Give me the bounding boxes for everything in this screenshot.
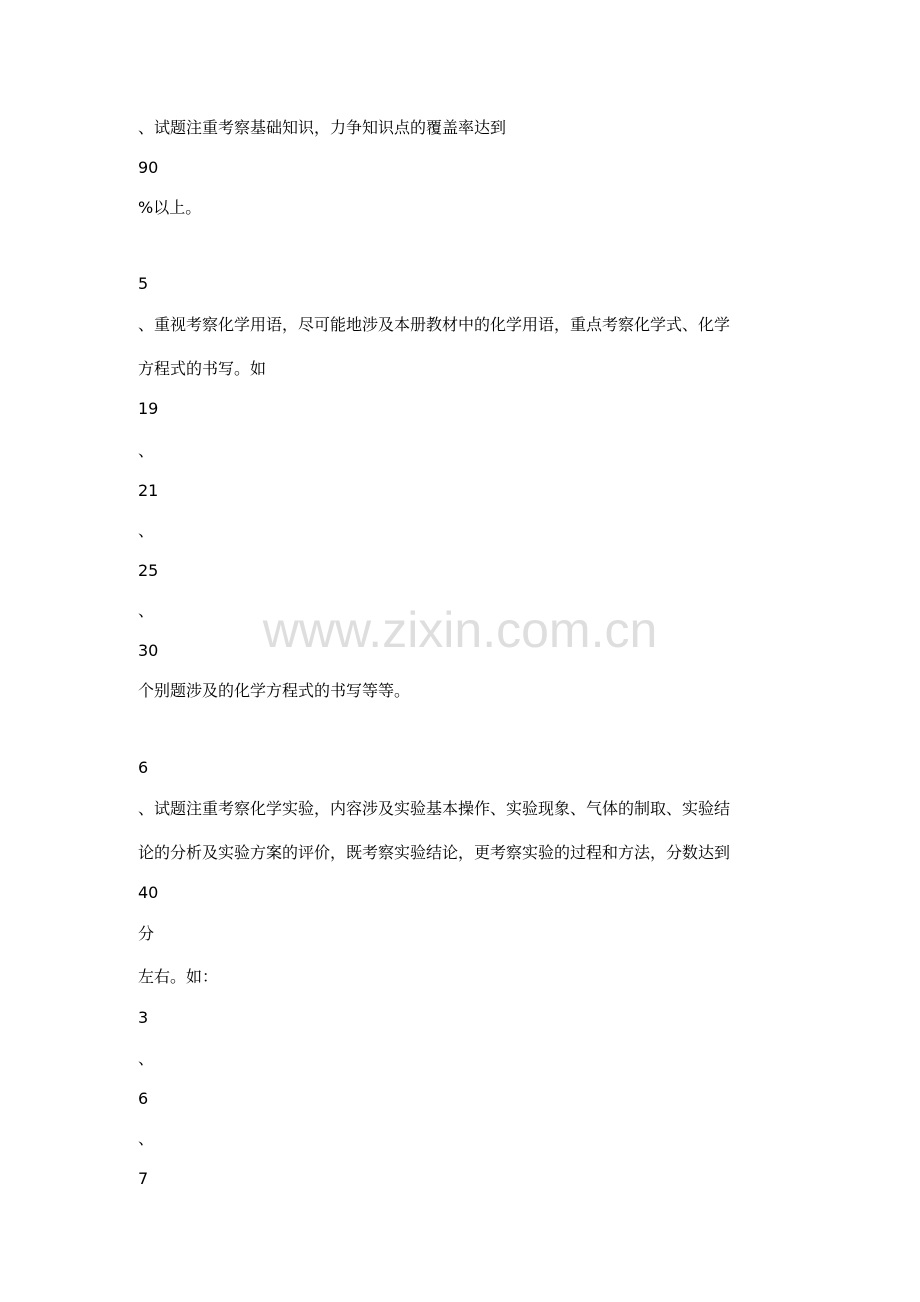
text-line: 、 <box>138 521 155 540</box>
text-line: 个别题涉及的化学方程式的书写等等。 <box>138 681 411 700</box>
text-line: 7 <box>138 1169 149 1188</box>
text-line: 论的分析及实验方案的评价，既考察实验结论，更考察实验的过程和方法，分数达到 <box>138 843 731 862</box>
text-line: 25 <box>138 561 159 580</box>
text-line: 方程式的书写。如 <box>138 359 267 378</box>
text-line: 21 <box>138 481 159 500</box>
text-line: 30 <box>138 641 159 660</box>
text-line: 、 <box>138 1049 155 1068</box>
text-line: 90 <box>138 158 159 177</box>
text-line: 分 <box>138 924 155 943</box>
text-line: 、 <box>138 441 155 460</box>
text-line: 左右。如： <box>138 967 219 986</box>
text-line: 19 <box>138 399 159 418</box>
text-line: 6 <box>138 758 149 777</box>
text-line: 3 <box>138 1008 149 1027</box>
text-line: 40 <box>138 883 159 902</box>
text-line: 、试题注重考察化学实验，内容涉及实验基本操作、实验现象、气体的制取、实验结 <box>138 799 731 818</box>
text-line: 6 <box>138 1089 149 1108</box>
text-line: 、 <box>138 1129 155 1148</box>
text-line: 5 <box>138 274 149 293</box>
text-line: 、 <box>138 601 155 620</box>
text-line: %以上。 <box>138 198 202 217</box>
watermark: www.zixin.com.cn <box>262 602 658 658</box>
text-line: 、试题注重考察基础知识，力争知识点的覆盖率达到 <box>138 118 507 137</box>
text-line: 、重视考察化学用语，尽可能地涉及本册教材中的化学用语，重点考察化学式、化学 <box>138 315 731 334</box>
